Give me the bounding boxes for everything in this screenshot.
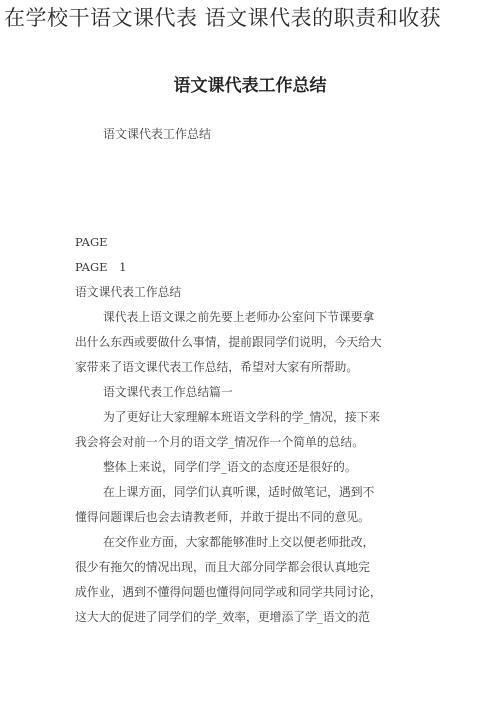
body-line: 课代表上语文课之前先要上老师办公室问下节课要拿 [103, 310, 375, 324]
document-title: 语文课代表工作总结 [173, 76, 327, 96]
body-line: 家带来了语文课代表工作总结，希望对大家有所帮助。 [75, 360, 359, 374]
page-number-label: PAGE 1 [75, 260, 127, 274]
body-line: 出什么东西或要做什么事情，提前跟同学们说明，今天给大 [75, 335, 382, 349]
body-line: 这大大的促进了同学们的学_效率，更增添了学_语文的范 [75, 610, 370, 624]
body-line: 成作业，遇到不懂得问题也懂得问同学或和同学共同讨论， [75, 585, 382, 599]
body-line: 很少有拖欠的情况出现，而且大部分同学都会很认真地完 [75, 560, 370, 574]
page-field-label: PAGE [75, 235, 108, 249]
body-line: 懂得问题课后也会去请教老师，并敢于提出不同的意见。 [75, 510, 370, 524]
section-heading: 语文课代表工作总结篇一 [103, 385, 233, 399]
body-line: 我会将会对前一个月的语文学_情况作一个简单的总结。 [75, 435, 365, 449]
body-line: 在交作业方面，大家都能够准时上交以便老师批改， [103, 535, 375, 549]
body-line: 在上课方面，同学们认真听课，适时做笔记，遇到不 [103, 485, 375, 499]
body-line: 整体上来说，同学们学_语文的态度还是很好的。 [103, 460, 357, 474]
document-subtitle: 语文课代表工作总结 [103, 127, 212, 141]
page-heading: 在学校干语文课代表 语文课代表的职责和收获 [4, 6, 442, 30]
document-image [0, 74, 500, 708]
body-line: 语文课代表工作总结 [75, 285, 182, 299]
body-line: 为了更好让大家理解本班语文学科的学_情况，接下来 [103, 410, 381, 424]
